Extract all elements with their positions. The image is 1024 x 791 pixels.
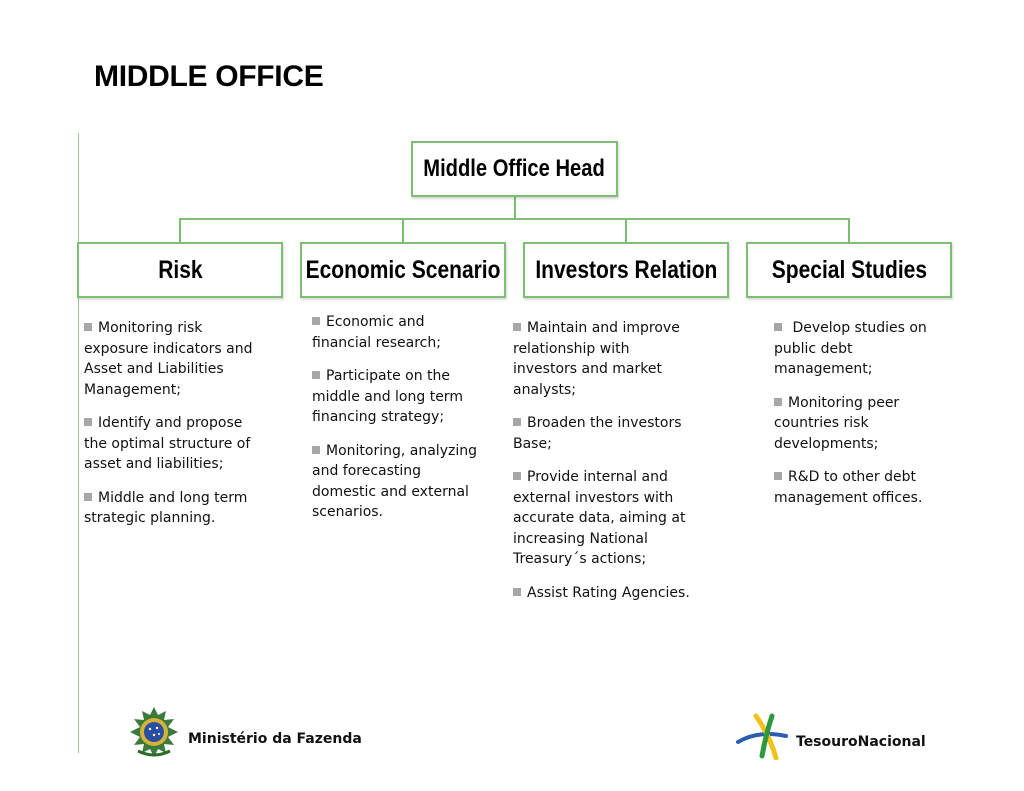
square-bullet-icon bbox=[513, 588, 521, 596]
square-bullet-icon bbox=[312, 317, 320, 325]
investors-relation-box bbox=[523, 242, 729, 298]
square-bullet-icon bbox=[774, 323, 782, 331]
middle-office-head-box bbox=[411, 141, 618, 197]
special-studies-box bbox=[746, 242, 952, 298]
brazil-coat-of-arms-icon bbox=[128, 705, 180, 759]
tesouro-nacional-logo-icon bbox=[736, 712, 790, 760]
investors-relation-label: Investors Relation bbox=[534, 255, 718, 284]
connector-economic-scenario bbox=[402, 218, 404, 243]
connector-head-down bbox=[514, 197, 516, 219]
list-item: Middle and long term strategic planning. bbox=[84, 489, 248, 526]
list-item: Broaden the investors Base; bbox=[513, 415, 682, 452]
tesouro-footer bbox=[736, 712, 926, 760]
list-item: Provide internal and external investors with accurate data, aiming at increasing National Treasury´s actions; bbox=[513, 469, 686, 567]
square-bullet-icon bbox=[312, 371, 320, 379]
list-item: Maintain and improve relationship with investors and market analysts; bbox=[513, 320, 680, 398]
square-bullet-icon bbox=[84, 493, 92, 501]
special-studies-label: Special Studies bbox=[771, 255, 927, 284]
ministerio-label: Ministério da Fazenda bbox=[188, 731, 362, 747]
connector-investors-relation bbox=[625, 218, 627, 243]
risk-label: Risk bbox=[157, 255, 203, 284]
tesouro-label: TesouroNacional bbox=[796, 734, 926, 750]
ministerio-footer bbox=[128, 705, 362, 759]
list-item: Monitoring risk exposure indicators and Asset and Liabilities Management; bbox=[84, 320, 253, 398]
middle-office-head-label: Middle Office Head bbox=[423, 155, 606, 182]
special-studies-list bbox=[774, 318, 939, 521]
square-bullet-icon bbox=[774, 398, 782, 406]
square-bullet-icon bbox=[513, 472, 521, 480]
connector-risk bbox=[179, 218, 181, 243]
list-item: Monitoring, analyzing and forecasting domestic and external scenarios. bbox=[312, 442, 477, 520]
square-bullet-icon bbox=[774, 472, 782, 480]
list-item: Identify and propose the optimal structure of asset and liabilities; bbox=[84, 415, 251, 472]
connector-special-studies bbox=[848, 218, 850, 243]
risk-list bbox=[84, 318, 262, 542]
list-item: R&D to other debt management offices. bbox=[774, 469, 923, 506]
economic-scenario-label: Economic Scenario bbox=[305, 255, 501, 284]
economic-scenario-list bbox=[312, 312, 482, 536]
square-bullet-icon bbox=[513, 418, 521, 426]
square-bullet-icon bbox=[513, 323, 521, 331]
investors-relation-list bbox=[513, 318, 693, 616]
left-divider-line bbox=[78, 133, 79, 753]
list-item: Economic and financial research; bbox=[312, 314, 441, 351]
connector-horizontal bbox=[179, 218, 850, 220]
list-item: Develop studies on public debt management; bbox=[774, 320, 927, 377]
square-bullet-icon bbox=[84, 323, 92, 331]
list-item: Monitoring peer countries risk developments; bbox=[774, 394, 900, 452]
page-title: MIDDLE OFFICE bbox=[94, 60, 324, 93]
economic-scenario-box bbox=[300, 242, 506, 298]
square-bullet-icon bbox=[312, 446, 320, 454]
list-item: Participate on the middle and long term financing strategy; bbox=[312, 368, 463, 425]
risk-box bbox=[77, 242, 283, 298]
list-item: Assist Rating Agencies. bbox=[513, 583, 693, 604]
square-bullet-icon bbox=[84, 418, 92, 426]
